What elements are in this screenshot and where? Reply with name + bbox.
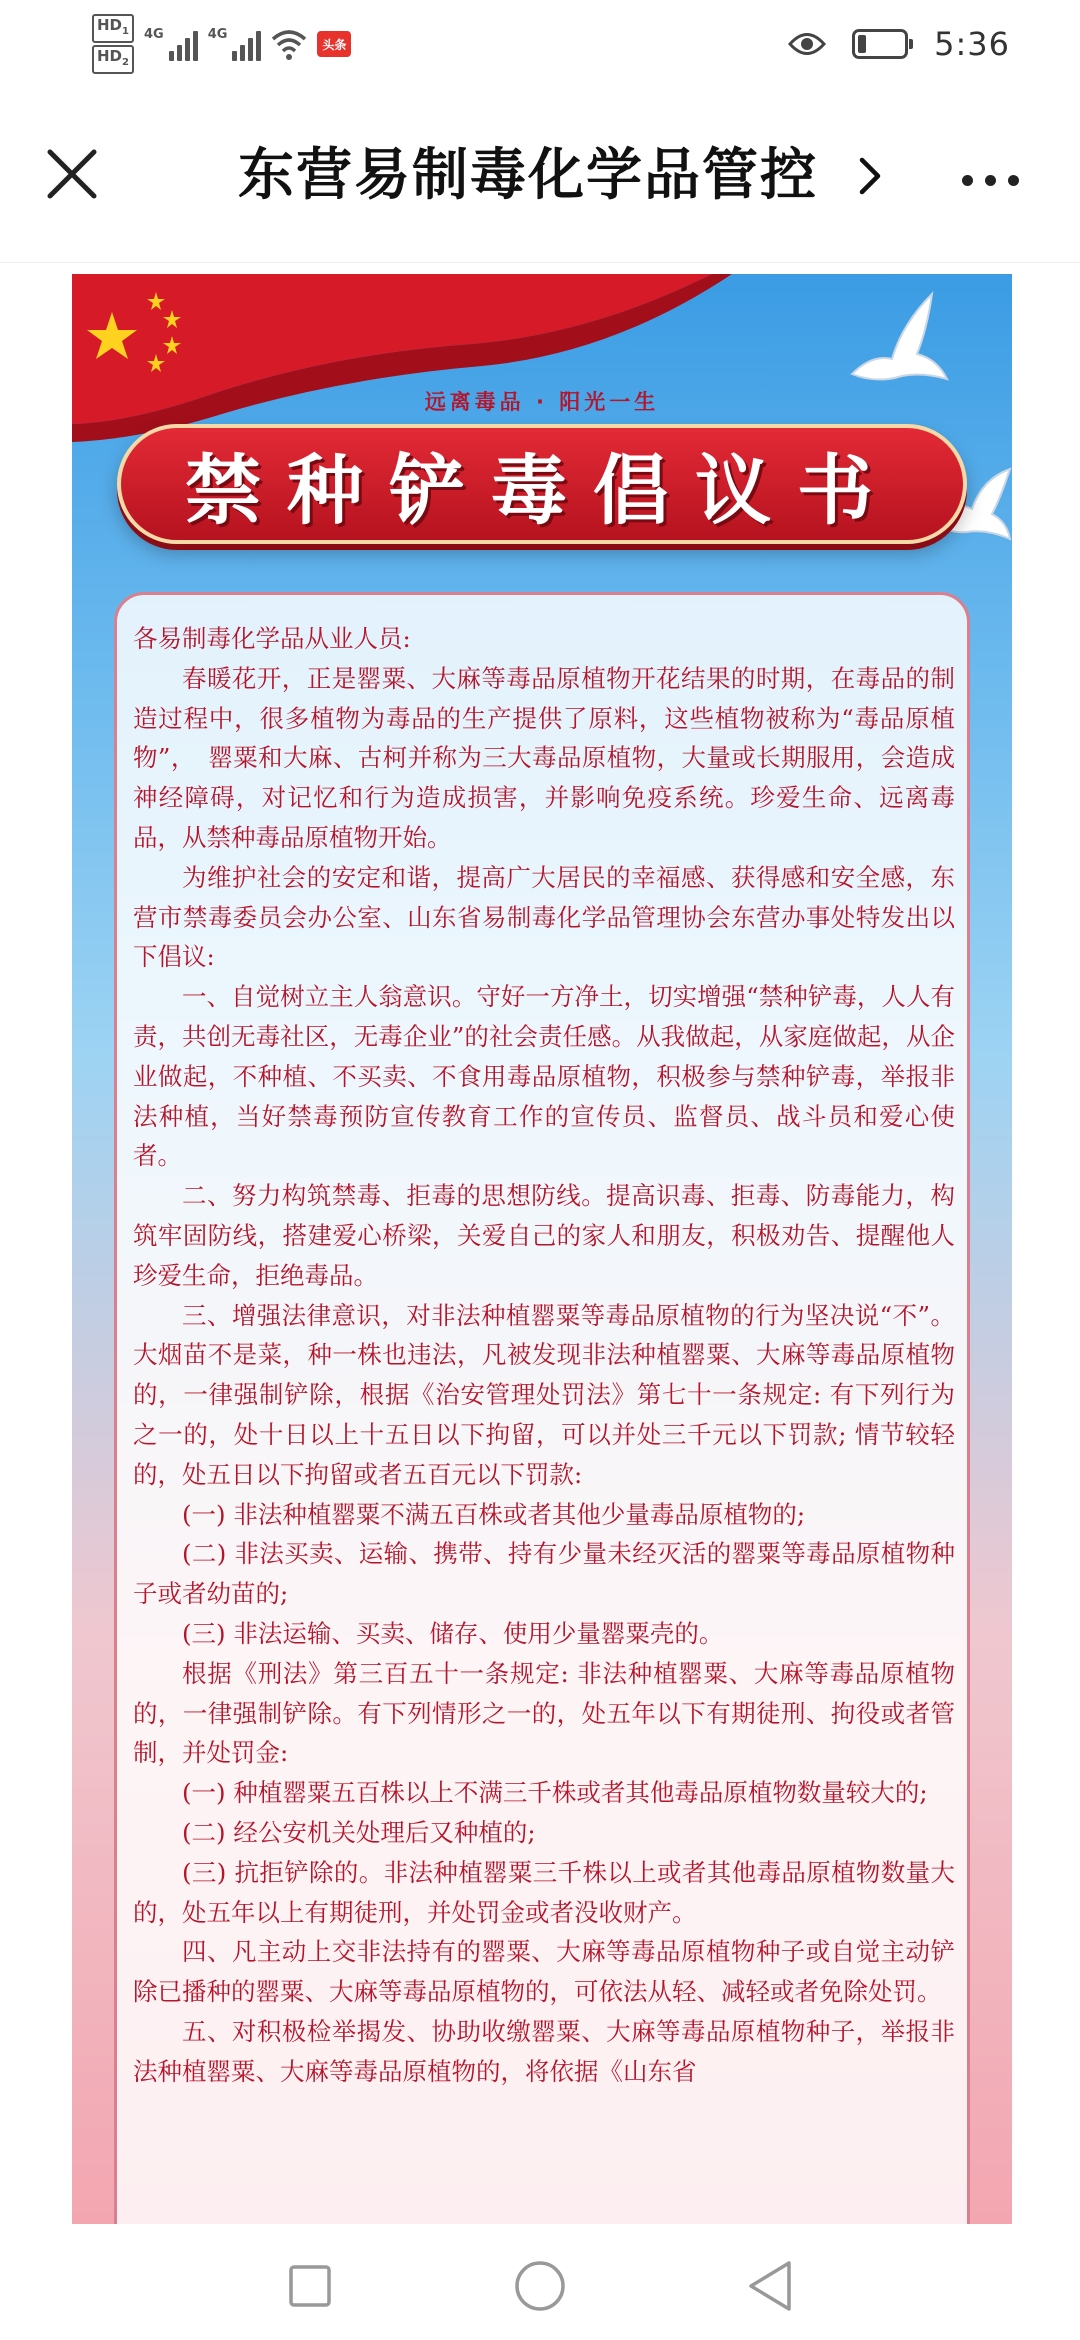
proposal-paragraph: (一) 种植罂粟五百株以上不满三千株或者其他毒品原植物数量较大的;: [182, 1778, 928, 1808]
title-banner: [117, 424, 967, 544]
home-button[interactable]: [510, 2256, 570, 2316]
system-nav-bar: [0, 2226, 1080, 2340]
proposal-paragraph: 为维护社会的安定和谐，提高广大居民的幸福感、获得感和安全感，东营市禁毒委员会办公室、山东省易制毒化学品管理协会东营办事处特发出以下倡议:: [133, 862, 955, 972]
proposal-paragraph: 二、努力构筑禁毒、拒毒的思想防线。提高识毒、拒毒、防毒能力，构筑牢固防线，搭建爱心桥梁，关爱自己的家人和朋友，积极劝告、提醒他人珍爱生命，拒绝毒品。: [133, 1181, 955, 1290]
hd2-icon: $HD_2$: [92, 45, 134, 74]
proposal-paragraph: 一、自觉树立主人翁意识。守好一方净土，切实增强“禁种铲毒，人人有责，共创无毒社区，无毒企业”的社会责任感。从我做起，从家庭做起，从企业做起，不种植、不买卖、不食用毒品原植物，积极参与禁种铲毒，举报非法种植，当好禁毒预防宣传教育工作的宣传员、监督员、战斗员和爱心使者。: [133, 982, 955, 1171]
dot-icon: [985, 175, 996, 186]
slogan-text: 远离毒品 · 阳光一生: [424, 390, 660, 414]
proposal-paragraph: 四、凡主动上交非法持有的罂粟、大麻等毒品原植物种子或自觉主动铲除已播种的罂粟、大麻等毒品原植物的，可依法从轻、减轻或者免除处罚。: [133, 1937, 955, 2007]
proposal-paragraph: 春暖花开，正是罂粟、大麻等毒品原植物开花结果的时期，在毒品的制造过程中，很多植物为毒品的生产提供了原料，这些植物被称为“毒品原植物”， 罂粟和大麻、古柯并称为三大毒品原植物，大量或长期服用，会造成神经障碍，对记忆和行为造成损害，并影响免疫系统。珍爱生命、远离毒品，从禁种毒品原植物开始。: [133, 663, 955, 852]
signal-1-icon: 4G: [144, 27, 198, 61]
close-button[interactable]: [40, 142, 104, 206]
status-bar: [0, 0, 1080, 90]
dot-icon: [962, 175, 973, 186]
more-options-button[interactable]: [940, 160, 1040, 200]
circle-icon: [513, 2259, 567, 2313]
signal-2-icon: 4G: [208, 27, 262, 61]
square-icon: [287, 2263, 333, 2309]
proposal-paragraph: 三、增强法律意识，对非法种植罂粟等毒品原植物的行为坚决说“不”。大烟苗不是菜，种一株也违法，凡被发现非法种植罂粟、大麻等毒品原植物的，一律强制铲除，根据《治安管理处罚法》第七十一条规定: 有下列行为之一的，处十日以上十五日以下拘留，可以并处三千元以下罚款; 情节较轻的，处五日以下拘留或者五百元以下罚款:: [133, 1300, 955, 1489]
toutiao-app-icon: 头条: [317, 31, 351, 57]
title-bar: [0, 90, 1080, 263]
dot-icon: [1008, 175, 1019, 186]
dove-icon: [832, 284, 952, 394]
hd1-icon: $HD_1$: [92, 14, 134, 43]
proposal-paragraph: (二) 非法买卖、运输、携带、持有少量未经灭活的罂粟等毒品原植物种子或者幼苗的;: [133, 1539, 955, 1609]
back-button[interactable]: [740, 2256, 800, 2316]
recent-apps-button[interactable]: [280, 2256, 340, 2316]
proposal-panel: [114, 592, 970, 2224]
clock: 5:36: [934, 25, 1010, 63]
proposal-paragraph: (三) 非法运输、买卖、储存、使用少量罂粟壳的。: [182, 1618, 724, 1648]
page-title[interactable]: 东营易制毒化学品管控: [238, 143, 818, 208]
proposal-paragraph: 根据《刑法》第三百五十一条规定: 非法种植罂粟、大麻等毒品原植物的，一律强制铲除。有下列情形之一的，处五年以下有期徒刑、拘役或者管制，并处罚金:: [133, 1658, 955, 1768]
proposal-paragraph: 五、对积极检举揭发、协助收缴罂粟、大麻等毒品原植物种子，举报非法种植罂粟、大麻等毒品原植物的，将依据《山东省: [133, 2016, 955, 2086]
hd-indicators: [92, 14, 134, 74]
poster-image: [72, 274, 1012, 2224]
status-left: [92, 14, 351, 74]
chevron-right-icon[interactable]: [850, 146, 890, 206]
proposal-paragraph: 各易制毒化学品从业人员:: [133, 624, 411, 653]
battery-icon: [852, 29, 908, 59]
wifi-icon: [271, 27, 307, 61]
proposal-paragraph: (三) 抗拒铲除的。非法种植罂粟三千株以上或者其他毒品原植物数量大的，处五年以上有期徒刑，并处罚金或者没收财产。: [133, 1857, 955, 1927]
close-icon: [46, 148, 98, 200]
eye-icon: [788, 31, 826, 57]
proposal-paragraph: (一) 非法种植罂粟不满五百株或者其他少量毒品原植物的;: [182, 1499, 806, 1529]
status-right: [788, 18, 1010, 70]
banner-title: 禁种铲毒倡议书: [185, 445, 899, 535]
proposal-text: [133, 619, 955, 2091]
triangle-back-icon: [745, 2259, 795, 2313]
proposal-paragraph: (二) 经公安机关处理后又种植的;: [182, 1817, 536, 1847]
